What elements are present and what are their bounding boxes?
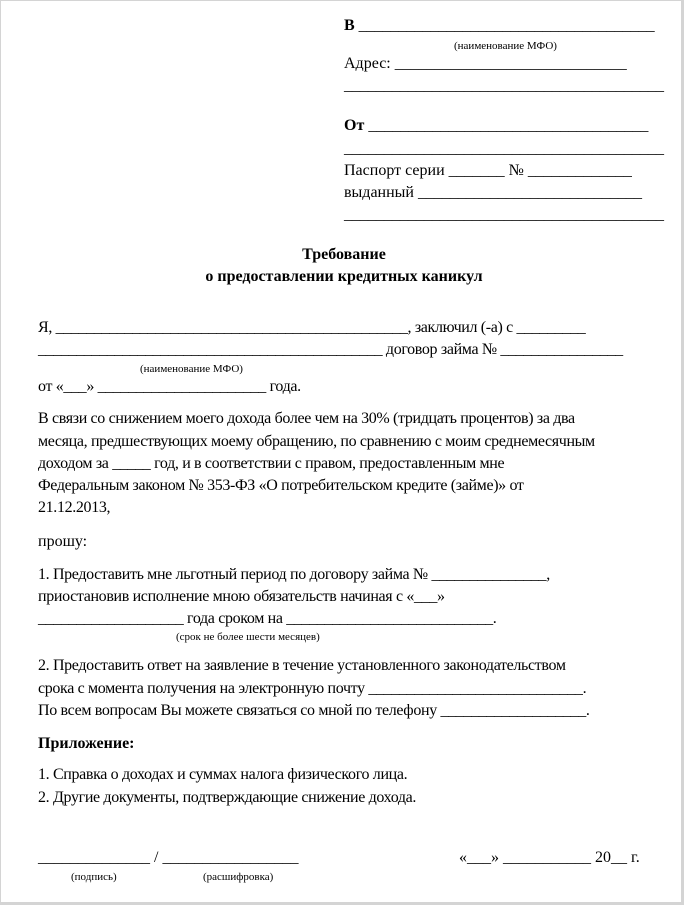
reason-line-1: В связи со снижением моего дохода более чем на 30% (тридцать процентов) за два [38,410,575,427]
passport-line[interactable]: Паспорт серии _______ № _____________ [344,162,632,179]
from-line [344,115,648,137]
document-page [1,1,681,902]
address-line [344,53,627,75]
address-blank[interactable]: _____________________________ [394,55,627,72]
signature-caption: (подпись) [71,871,117,883]
request-word: прошу: [38,533,88,550]
reason-line-5: 21.12.2013, [38,499,111,516]
intro-mfo-caption: (наименование МФО) [140,363,243,375]
item2-line-2[interactable]: срока с момента получения на электронную почту ____________________________. [38,680,587,697]
intro-line-2[interactable]: _____________________________________________ договор займа № ________________ [38,341,623,358]
attachment-item: 2. Другие документы, подтверждающие снижение дохода. [38,789,417,806]
attachment-item: 1. Справка о доходах и суммах налога физического лица. [38,766,408,783]
intro-line-1[interactable]: Я, ______________________________________________, заключил (-а) с _________ [38,319,586,336]
intro-line-3[interactable]: от «___» ______________________ года. [38,378,301,395]
address-label: Адрес: [344,55,391,72]
document-subtitle: о предоставлении кредитных каникул [205,268,483,285]
signature-line[interactable]: ______________ / _________________ [38,849,299,866]
from-label: От [344,117,365,134]
reason-line-3[interactable]: доходом за _____ год, и в соответствии с правом, предоставленным мне [38,455,505,472]
from-blank[interactable]: ___________________________________ [368,117,649,134]
addressee-line [344,15,655,37]
term-caption: (срок не более шести месяцев) [176,631,320,643]
date-line[interactable]: «___» ___________ 20__ г. [459,849,640,866]
document-title: Требование [302,246,386,263]
reason-line-4: Федеральным законом № 353-ФЗ «О потребительском кредите (займе)» от [38,477,524,494]
item1-line-2[interactable]: приостановив исполнение мною обязательств начиная с «___» [38,588,445,605]
mfo-caption: (наименование МФО) [454,40,557,52]
decode-caption: (расшифровка) [203,871,274,883]
reason-line-2: месяца, предшествующих моему обращению, по сравнению с моим среднемесячным [38,433,595,450]
to-label: В [344,17,355,34]
item1-line-1[interactable]: 1. Предоставить мне льготный период по договору займа № _______________, [38,566,550,583]
issued-line[interactable]: выданный ____________________________ [344,184,642,201]
attachments-heading: Приложение: [38,735,135,752]
address-blank-2[interactable]: ________________________________________ [344,77,664,94]
item2-line-1: 2. Предоставить ответ на заявление в течение установленного законодательством [38,657,566,674]
item2-line-3[interactable]: По всем вопросам Вы можете связаться со мной по телефону ___________________. [38,702,590,719]
issued-blank-2[interactable]: ________________________________________ [344,206,664,223]
item1-line-3[interactable]: ___________________ года сроком на ___________________________. [38,610,497,627]
from-blank-2[interactable]: ________________________________________ [344,140,664,157]
to-blank[interactable]: _____________________________________ [358,17,655,34]
